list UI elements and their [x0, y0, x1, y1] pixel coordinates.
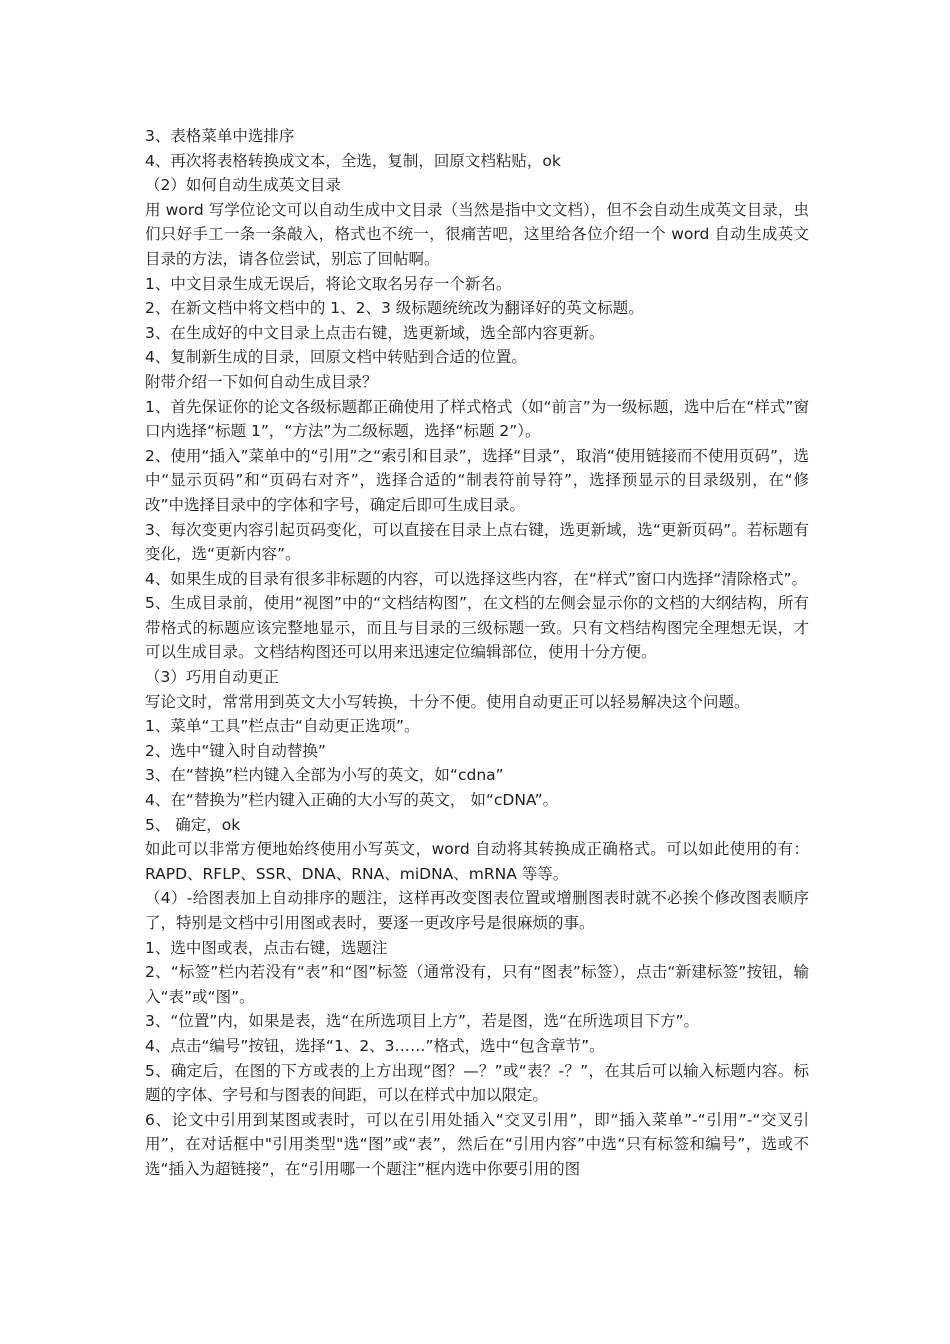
list-item: 1、菜单“工具”栏点击“自动更正选项”。	[145, 717, 420, 736]
list-item: 5、 确定，ok	[145, 815, 241, 834]
list-item: 3、“位置”内，如果是表，选“在所选项目上方”，若是图，选“在所选项目下方”。	[145, 1012, 700, 1031]
section-heading: （2）如何自动生成英文目录	[145, 176, 341, 195]
section-heading: （3）巧用自动更正	[145, 668, 279, 687]
list-item: 3、表格菜单中选排序	[145, 127, 295, 145]
list-item: 2、选中“键入时自动替换”	[145, 741, 326, 760]
list-item: 6、论文中引用到某图或表时，可以在引用处插入“交叉引用”，即“插入菜单”-“引用”-“交叉引用”，在对话框中"引用类型"选“图”或“表”，然后在“引用内容”中选“只有标签和编号”，选或不选“插入为超链接”，在“引用哪一个题注”框内选中你要引用的图	[145, 1110, 809, 1178]
section-heading: （4）-给图表加上自动排序的题注，这样再改变图表位置或增删图表时就不必挨个修改图表顺序了，特别是文档中引用图或表时，要逐一更改序号是很麻烦的事。	[145, 889, 809, 932]
paragraph: 写论文时，常常用到英文大小写转换，十分不便。使用自动更正可以轻易解决这个问题。	[145, 692, 750, 711]
paragraph: 如此可以非常方便地始终使用小写英文，word 自动将其转换成正确格式。可以如此使用的有：RAPD、RFLP、SSR、DNA、RNA、miDNA、mRNA 等等。	[145, 840, 809, 883]
list-item: 4、在“替换为”栏内键入正确的大小写的英文， 如“cDNA”。	[145, 791, 559, 810]
list-item: 2、“标签”栏内若没有“表”和“图”标签（通常没有，只有“图表”标签），点击“新建标签”按钮，输入“表”或“图”。	[145, 963, 809, 1006]
list-item: 4、如果生成的目录有很多非标题的内容，可以选择这些内容，在“样式”窗口内选择“清除格式”。	[145, 569, 807, 588]
document-body	[145, 124, 809, 1182]
list-item: 2、使用“插入”菜单中的“引用”之“索引和目录”，选择“目录”，取消“使用链接而不使用页码”，选中“显示页码”和“页码右对齐”，选择合适的“制表符前导符”，选择预显示的目录级别，在“修改”中选择目录中的字体和字号，确定后即可生成目录。	[145, 446, 809, 514]
list-item: 3、在生成好的中文目录上点击右键，选更新域，选全部内容更新。	[145, 323, 605, 342]
list-item: 4、点击“编号”按钮，选择“1、2、3……”格式，选中“包含章节”。	[145, 1036, 605, 1055]
list-item: 2、在新文档中将文档中的 1、2、3 级标题统统改为翻译好的英文标题。	[145, 299, 644, 318]
paragraph: 用 word 写学位论文可以自动生成中文目录（当然是指中文文档），但不会自动生成英文目录，虫们只好手工一条一条敲入，格式也不统一，很痛苦吧，这里给各位介绍一个 word 自动生成英文目录的方法，请各位尝试，别忘了回帖啊。	[145, 200, 809, 268]
list-item: 4、复制新生成的目录，回原文档中转贴到合适的位置。	[145, 348, 527, 367]
paragraph: 附带介绍一下如何自动生成目录？	[145, 372, 378, 391]
list-item: 1、选中图或表，点击右键，选题注	[145, 938, 388, 957]
list-item: 3、每次变更内容引起页码变化，可以直接在目录上点右键，选更新域，选“更新页码”。若标题有变化，选“更新内容”。	[145, 520, 809, 564]
list-item: 5、生成目录前，使用“视图”中的“文档结构图”，在文档的左侧会显示你的文档的大纲结构，所有带格式的标题应该完整地显示，而且与目录的三级标题一致。只有文档结构图完全理想无误，才可以生成目录。文档结构图还可以用来迅速定位编辑部位，使用十分方便。	[145, 594, 809, 662]
list-item: 4、再次将表格转换成文本，全选，复制，回原文档粘贴，ok	[145, 151, 561, 170]
list-item: 5、确定后，在图的下方或表的上方出现“图？—？”或“表？-？”，在其后可以输入标题内容。标题的字体、字号和与图表的间距，可以在样式中加以限定。	[145, 1061, 809, 1105]
list-item: 1、首先保证你的论文各级标题都正确使用了样式格式（如“前言”为一级标题，选中后在“样式”窗口内选择“标题 1”，“方法”为二级标题，选择“标题 2”）。	[145, 397, 809, 441]
list-item: 3、在“替换”栏内键入全部为小写的英文，如“cdna”	[145, 766, 504, 785]
list-item: 1、中文目录生成无误后，将论文取名另存一个新名。	[145, 274, 512, 293]
